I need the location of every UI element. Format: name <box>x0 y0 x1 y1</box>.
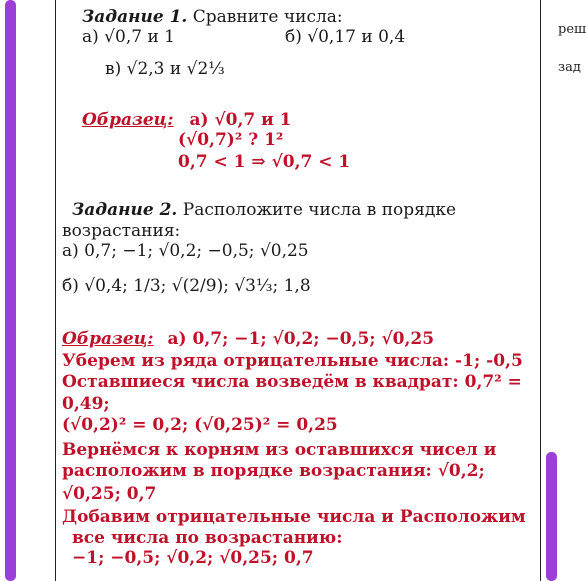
task2-heading: Задание 2. <box>72 200 178 220</box>
task2-line-2: Оставшиеся числа возведём в квадрат: 0,7² = <box>62 372 522 392</box>
task2-line-5: Вернёмся к корням из оставшихся чисел и <box>62 440 497 460</box>
task2-sample-row <box>62 330 434 348</box>
task1-item-b: б) √0,17 и 0,4 <box>285 27 406 47</box>
task2-item-b: б) √0,4; 1/3; √(2/9); √3⅓; 1,8 <box>62 276 311 296</box>
task2-line-1: Уберем из ряда отрицательные числа: -1; -0,5 <box>62 351 523 371</box>
task2-sample-label: Образец: <box>62 329 154 349</box>
side-cut-text-mid: зад <box>558 60 581 75</box>
task1-sample-2: (√0,7)² ? 1² <box>178 130 284 150</box>
task1-heading: Задание 1. <box>82 7 188 27</box>
task1-sample-1: а) √0,7 и 1 <box>189 110 292 130</box>
task2-sample-1: а) 0,7; −1; √0,2; −0,5; √0,25 <box>167 329 435 349</box>
side-cut-text-top: реш <box>558 22 586 37</box>
task1-sample-label: Образец: <box>82 110 174 130</box>
task2-line-4: (√0,2)² = 0,2; (√0,25)² = 0,25 <box>62 415 338 435</box>
purple-highlight-bar-right <box>546 452 557 581</box>
task2-item-a: а) 0,7; −1; √0,2; −0,5; √0,25 <box>62 241 309 261</box>
task1-title <box>82 8 343 26</box>
task2-text-2: возрастания: <box>62 221 181 241</box>
task2-line-9: все числа по возрастанию: <box>72 528 343 548</box>
task2-line-10: −1; −0,5; √0,2; √0,25; 0,7 <box>72 548 314 568</box>
task2-line-3: 0,49; <box>62 394 110 414</box>
task1-sample-3: 0,7 < 1 ⇒ √0,7 < 1 <box>178 152 351 172</box>
task2-title <box>72 201 456 219</box>
task1-item-a: а) √0,7 и 1 <box>82 27 175 47</box>
task1-item-v: в) √2,3 и √2⅓ <box>105 59 225 79</box>
purple-highlight-bar-left <box>5 0 16 581</box>
task2-line-8: Добавим отрицательные числа и Расположим <box>62 507 526 527</box>
task1-text: Сравните числа: <box>192 7 343 27</box>
task2-line-6: расположим в порядке возрастания: √0,2; <box>62 461 485 481</box>
task2-text: Расположите числа в порядке <box>182 200 457 220</box>
task1-sample-row <box>82 111 292 129</box>
task2-line-7: √0,25; 0,7 <box>62 484 157 504</box>
